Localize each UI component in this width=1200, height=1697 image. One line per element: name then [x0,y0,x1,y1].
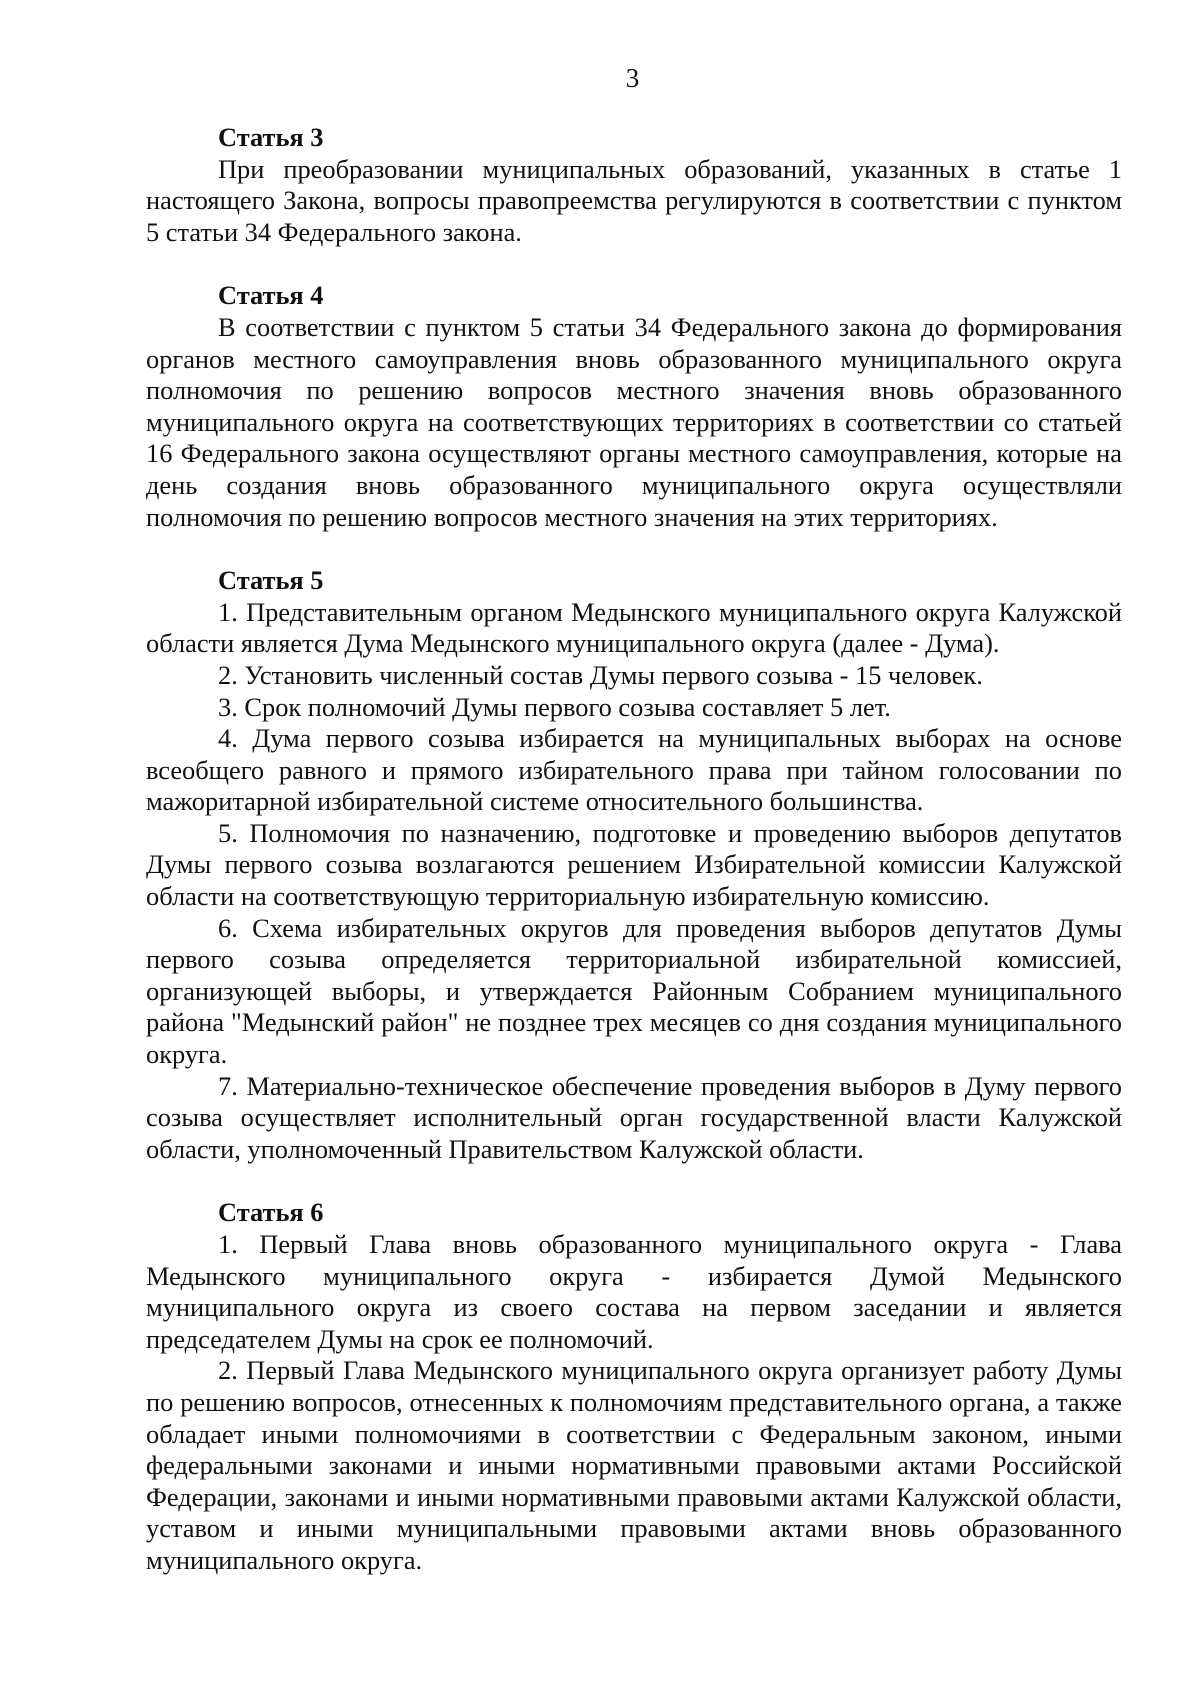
article-paragraph: 6. Схема избирательных округов для проведения выборов депутатов Думы первого созыва определяется территориальной избирательной комиссией, организующей выборы, и утверждается Районным Собранием муниципального района "Медынский район" не позднее трех месяцев со дня создания муниципального округа. [146,912,1122,1070]
article-5 [146,565,1122,1165]
page-number: 3 [625,63,640,93]
article-3 [146,122,1122,248]
article-title: Статья 6 [218,1197,324,1228]
article-paragraph: 2. Установить численный состав Думы первого созыва - 15 человек. [218,659,983,690]
article-paragraph: 1. Первый Глава вновь образованного муниципального округа - Глава Медынского муниципального округа - избирается Думой Медынского муниципального округа из своего состава на первом заседании и является председателем Думы на срок ее полномочий. [146,1229,1122,1354]
article-paragraph: При преобразовании муниципальных образований, указанных в статье 1 настоящего Закона, вопросы правопреемства регулируются в соответствии с пунктом 5 статьи 34 Федерального закона. [146,153,1122,247]
article-title: Статья 4 [218,280,324,311]
article-paragraph: 4. Дума первого созыва избирается на муниципальных выборах на основе всеобщего равного и прямого избирательного права при тайном голосовании по мажоритарной избирательной системе относительного большинства. [146,723,1122,817]
article-paragraph: 1. Представительным органом Медынского муниципального округа Калужской области является Дума Медынского муниципального округа (далее - Дума). [146,596,1122,659]
article-6 [146,1197,1122,1576]
document-body [146,122,1122,1609]
article-paragraph: 7. Материально-техническое обеспечение проведения выборов в Думу первого созыва осуществляет исполнительный орган государственной власти Калужской области, уполномоченный Правительством Калужской области. [146,1070,1122,1164]
article-paragraph: 2. Первый Глава Медынского муниципального округа организует работу Думы по решению вопросов, отнесенных к полномочиям представительного органа, а также обладает иными полномочиями в соответствии с Федеральным законом, иными федеральными законами и иными нормативными правовыми актами Российской Федерации, законами и иными нормативными правовыми актами Калужской области, уставом и иными муниципальными правовыми актами вновь образованного муниципального округа. [146,1355,1122,1575]
article-title: Статья 5 [218,565,324,596]
article-4 [146,280,1122,533]
article-title: Статья 3 [218,122,324,152]
article-paragraph: 5. Полномочия по назначению, подготовке и проведению выборов депутатов Думы первого созыва возлагаются решением Избирательной комиссии Калужской области на соответствующую территориальную избирательную комиссию. [146,817,1122,912]
article-paragraph: В соответствии с пунктом 5 статьи 34 Федерального закона до формирования органов местного самоуправления вновь образованного муниципального округа полномочия по решению вопросов местного значения вновь образованного муниципального округа на соответствующих территориях в соответствии со статьей 16 Федерального закона осуществляют органы местного самоуправления, которые на день создания вновь образованного муниципального округа осуществляли полномочия по решению вопросов местного значения на этих территориях. [146,311,1122,532]
article-paragraph: 3. Срок полномочий Думы первого созыва составляет 5 лет. [218,691,891,722]
